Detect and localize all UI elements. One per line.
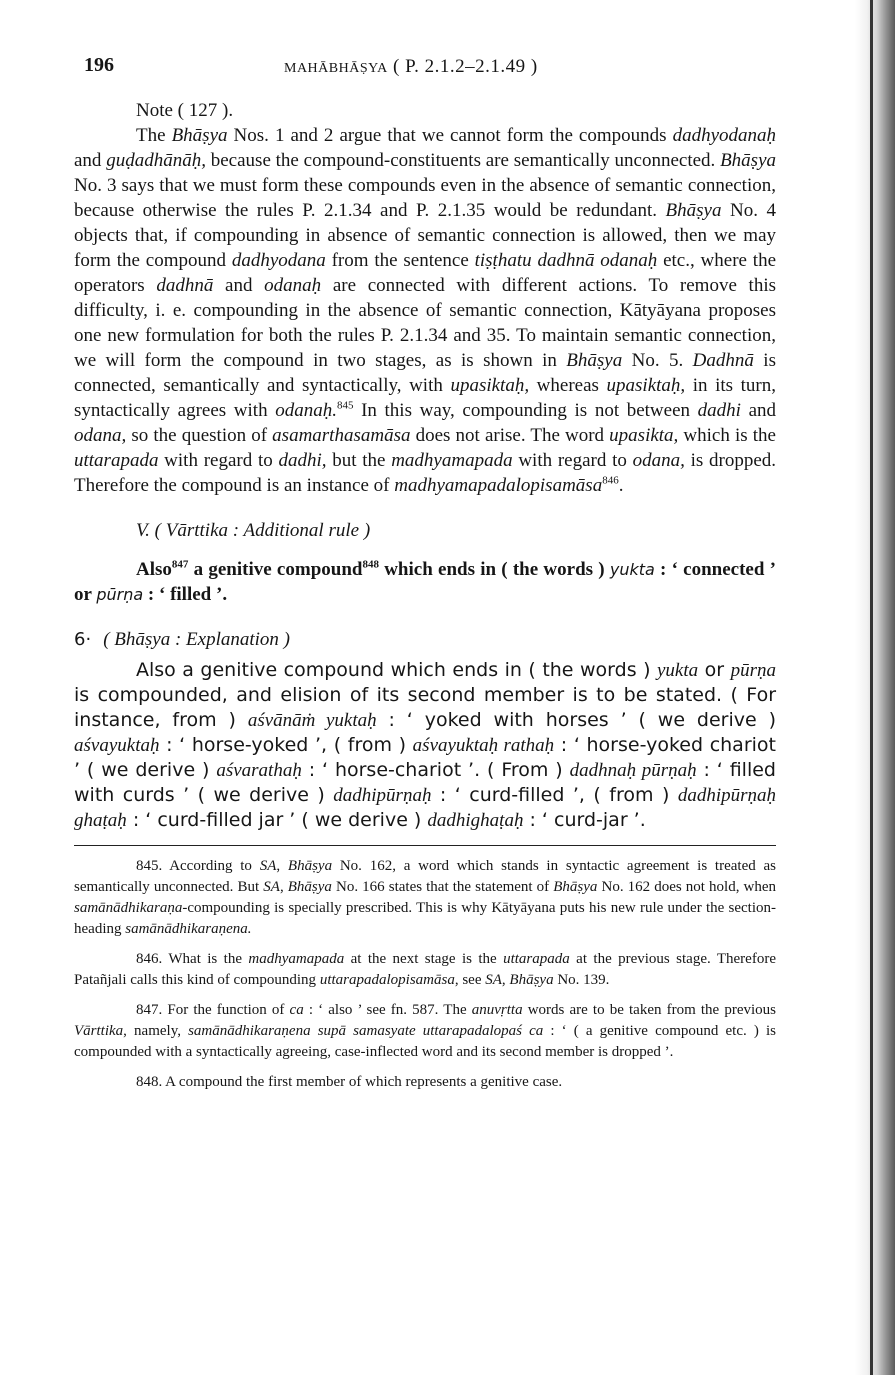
italic-term: dadhi, <box>278 450 327 471</box>
italic-term: dadhipūrṇaḥ ghaṭaḥ <box>74 785 776 831</box>
footnote-ref: 848 <box>362 558 379 571</box>
italic-term: SA <box>485 972 502 988</box>
footnote-847: 847. For the function of ca : ‘ also ’ see fn. 587. The anuvṛtta words are to be taken from the previous Vārttika, namely, samānādhikaraṇena supā samasyate uttarapadalopaś ca : ‘ ( a genitive compound etc. ) is compounded with a syntactically agreeing, case-inflected word and its second member is dropped ’. <box>74 1002 776 1060</box>
italic-term: odanaḥ. <box>275 400 337 421</box>
italic-term: aśvānāṁ yuktaḥ <box>247 710 377 731</box>
italic-term: uttarapadalopisamāsa <box>319 972 455 988</box>
italic-term: aśvarathaḥ <box>216 760 302 781</box>
italic-term: Bhāṣya <box>665 200 722 221</box>
italic-term: anuvṛtta <box>471 1002 523 1018</box>
italic-term: Bhāṣya <box>566 350 623 371</box>
italic-term: samānādhikaraṇa <box>74 900 183 916</box>
varttika-rule: Also$^{847}$ a genitive compound$^{848}$ which ends in ( the words ) yukta : ‘ connected ’ or pūrṇa : ‘ filled ’. <box>74 558 776 605</box>
italic-term: yukta <box>609 560 655 579</box>
italic-term: upasikta, <box>609 425 679 446</box>
explanation-title: ( Bhāṣya : Explanation ) <box>103 629 290 650</box>
italic-term: odana, <box>632 450 685 471</box>
book-spine-edge <box>870 0 873 1375</box>
italic-term: tiṣṭhatu dadhnā odanaḥ <box>474 250 658 271</box>
italic-term: madhyamapadalopisamāsa <box>394 475 603 496</box>
page <box>74 50 776 1102</box>
italic-term: uttarapada <box>74 450 159 471</box>
main-text <box>74 98 776 652</box>
italic-term: Vārttika <box>74 1023 124 1039</box>
italic-term: odana, <box>74 425 127 446</box>
italic-term: madhyamapada <box>248 951 345 967</box>
italic-term: dadhipūrṇaḥ <box>333 785 432 806</box>
page-number: 196 <box>84 54 114 76</box>
italic-term: dadhnā <box>156 275 214 296</box>
italic-term: Bhāṣya <box>553 879 598 895</box>
italic-term: Dadhnā <box>692 350 754 371</box>
italic-term: dadhi <box>697 400 741 421</box>
footnote-divider <box>74 845 776 846</box>
explanation-heading <box>74 627 776 652</box>
running-title-text: MAHĀBHĀṢYA <box>284 61 388 76</box>
italic-term: dadhyodana <box>231 250 326 271</box>
italic-term: Bhāṣya <box>720 150 776 171</box>
footnote-ref: 847 <box>171 558 189 571</box>
running-title <box>284 56 538 78</box>
italic-term: upasiktaḥ, <box>450 375 530 396</box>
italic-term: SA <box>259 858 277 874</box>
italic-term: yukta <box>657 660 699 681</box>
italic-term: aśvayuktaḥ rathaḥ <box>412 735 555 756</box>
italic-term: pūrṇa <box>96 585 144 604</box>
italic-term: samānādhikaraṇena supā samasyate uttarapadalopaś ca <box>188 1023 544 1039</box>
italic-term: madhyamapada <box>391 450 513 471</box>
running-head <box>74 50 776 86</box>
italic-term: Bhāṣya <box>287 858 333 874</box>
italic-term: uttarapada <box>503 951 570 967</box>
italic-term: guḍadhānāḥ, <box>106 150 206 171</box>
italic-term: dadhnaḥ pūrṇaḥ <box>569 760 697 781</box>
paragraph-1: The Bhāṣya Nos. 1 and 2 argue that we cannot form the compounds dadhyodanaḥ and guḍadhānāḥ, because the compound-constituents are semantically unconnected. Bhāṣya No. 3 says that we must form these compounds even in the absence of semantic connection, because otherwise the rules P. 2.1.34 and P. 2.1.35 would be redundant. Bhāṣya No. 4 objects that, if compounding in absence of semantic connection is allowed, then we may form the compound dadhyodana from the sentence tiṣṭhatu dadhnā odanaḥ etc., where the operators dadhnā and odanaḥ are connected with different actions. To remove this difficulty, i. e. compounding in the absence of semantic connection, Kātyāyana proposes one new formulation for both the rules P. 2.1.34 and 35. To maintain semantic connection, we will form the compound in two stages, as is shown in Bhāṣya No. 5. Dadhnā is connected, semantically and syntactically, with upasiktaḥ, whereas upasiktaḥ, in its turn, syntactically agrees with odanaḥ.$^{845}$ In this way, compounding is not between dadhi and odana, so the question of asamarthasamāsa does not arise. The word upasikta, which is the uttarapada with regard to dadhi, but the madhyamapada with regard to odana, is dropped. Therefore the compound is an instance of madhyamapadalopisamāsa$^{846}$. <box>74 125 777 496</box>
italic-term: samānādhikaraṇena. <box>125 921 252 937</box>
explanation-text: Also a genitive compound which ends in ( the words ) yukta or pūrṇa is compounded, and elision of its second member is to be stated. ( For instance, from ) aśvānāṁ yuktaḥ : ‘ yoked with horses ’ ( we derive ) aśvayuktaḥ : ‘ horse-yoked ’, ( from ) aśvayuktaḥ rathaḥ : ‘ horse-yoked chariot ’ ( we derive ) aśvarathaḥ : ‘ horse-chariot ’. ( From ) dadhnaḥ pūrṇaḥ : ‘ filled with curds ’ ( we derive ) dadhipūrṇaḥ : ‘ curd-filled ’, ( from ) dadhipūrṇaḥ ghaṭaḥ : ‘ curd-filled jar ’ ( we derive ) dadhighaṭaḥ : ‘ curd-jar ’. <box>74 659 776 831</box>
explanation-number: 6· <box>74 629 92 650</box>
note-label: Note ( 127 ). <box>136 100 234 121</box>
italic-term: ca <box>289 1002 304 1018</box>
varttika-heading: V. ( Vārttika : Additional rule ) <box>136 520 371 541</box>
explanation-block <box>74 658 776 833</box>
footnote-ref: 846 <box>602 474 619 487</box>
italic-term: aśvayuktaḥ <box>74 735 160 756</box>
italic-term: odanaḥ <box>264 275 322 296</box>
footnote-ref: 845 <box>336 399 354 412</box>
footnote-845: 845. According to SA, Bhāṣya No. 162, a word which stands in syntactic agreement is treated as semantically unconnected. But SA, Bhāṣya No. 166 states that the statement of Bhāṣya No. 162 does not hold, when samānādhikaraṇa-compounding is specially prescribed. This is why Kātyāyana puts his new rule under the section-heading samānādhikaraṇena. <box>74 858 777 937</box>
italic-term: SA <box>263 879 280 895</box>
italic-term: dadhighaṭaḥ <box>427 810 524 831</box>
footnotes <box>74 856 776 1093</box>
italic-term: asamarthasamāsa <box>272 425 411 446</box>
italic-term: Bhāṣya <box>171 125 228 146</box>
italic-term: Bhāṣya <box>287 879 332 895</box>
running-title-range: ( P. 2.1.2–2.1.49 ) <box>393 56 538 77</box>
italic-term: upasiktaḥ, <box>606 375 686 396</box>
italic-term: dadhyodanaḥ <box>672 125 776 146</box>
book-spine-shadow <box>855 0 895 1375</box>
italic-term: Bhāṣya <box>509 972 554 988</box>
footnote-846: 846. What is the madhyamapada at the next stage is the uttarapada at the previous stage. Therefore Patañjali calls this kind of compounding uttarapadalopisamāsa, see SA, Bhāṣya No. 139. <box>74 951 776 988</box>
footnote-848: 848. A compound the first member of which represents a genitive case. <box>136 1074 563 1090</box>
italic-term: pūrṇa <box>730 660 776 681</box>
